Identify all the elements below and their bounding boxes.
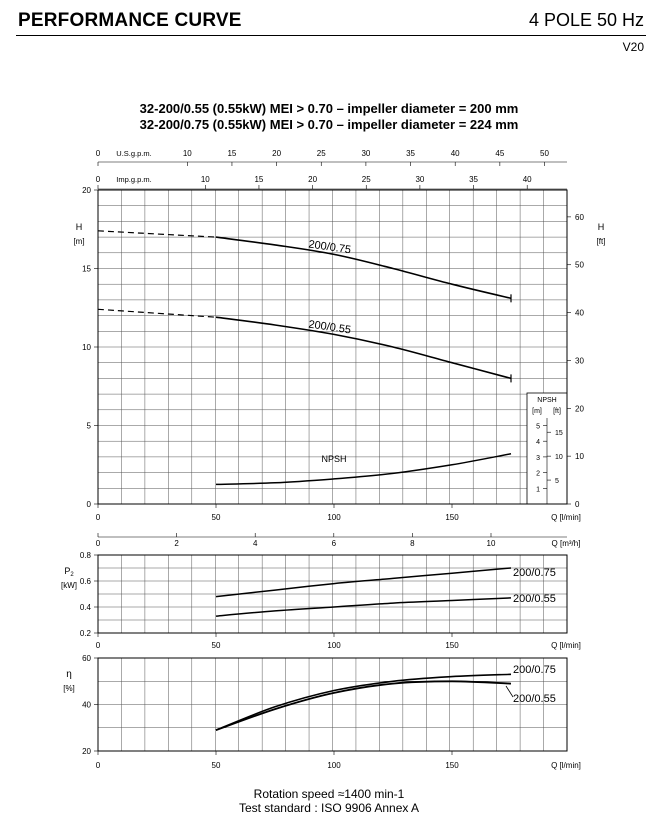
eff-y-tick-label: 40 bbox=[82, 700, 91, 710]
subtitle-line-1: 32-200/0.55 (0.55kW) MEI > 0.70 – impeller diameter = 200 mm bbox=[139, 101, 519, 116]
power-y-axis-label: $P_2$ bbox=[64, 566, 74, 578]
impgpm-tick-label: 25 bbox=[361, 175, 371, 184]
usgpm-tick-label: 50 bbox=[540, 149, 549, 158]
eff-x-axis-label: Q [l/min] bbox=[551, 761, 581, 770]
usgpm-tick-label: 30 bbox=[361, 149, 371, 158]
power-x-tick-label: 0 bbox=[95, 641, 101, 650]
eff-x-tick-label: 100 bbox=[327, 761, 341, 770]
usgpm-tick-label: 40 bbox=[450, 149, 460, 158]
power-x-tick-label: 150 bbox=[445, 641, 459, 650]
head-y-tick-label: 10 bbox=[82, 343, 91, 352]
m3h-tick-label: 10 bbox=[486, 539, 496, 548]
m3h-tick-label: 8 bbox=[410, 539, 415, 548]
head-x-tick-label: 100 bbox=[327, 513, 341, 522]
power-x-axis-label: Q [l/min] bbox=[551, 641, 581, 650]
version-label: V20 bbox=[622, 40, 644, 54]
head-y-tick-label: 5 bbox=[86, 421, 91, 431]
page-title: PERFORMANCE CURVE bbox=[18, 10, 242, 31]
head-curve-200055 bbox=[216, 317, 511, 378]
head-y2-tick-label: 10 bbox=[575, 452, 584, 462]
npsh-m-tick-label: 5 bbox=[536, 423, 540, 431]
npsh-m-tick-label: 4 bbox=[536, 439, 540, 447]
impgpm-axis-label: Imp.g.p.m. bbox=[116, 175, 152, 184]
head-y-tick-label: 20 bbox=[82, 186, 91, 195]
impgpm-tick-label: 35 bbox=[469, 175, 479, 184]
m3h-tick-label: 4 bbox=[252, 539, 258, 548]
head-curve-label: 200/0.75 bbox=[307, 238, 352, 257]
head-y2-tick-label: 30 bbox=[575, 356, 584, 366]
usgpm-tick-label: 45 bbox=[495, 149, 505, 158]
head-y-tick-label: 0 bbox=[86, 500, 91, 509]
head-y-unit: [m] bbox=[73, 237, 85, 246]
npsh-unit-m: [m] bbox=[532, 408, 542, 415]
head-x-tick-label: 0 bbox=[95, 513, 101, 522]
m3h-tick-label: 2 bbox=[174, 539, 179, 548]
impgpm-tick-label: 10 bbox=[200, 175, 210, 184]
usgpm-tick-label: 15 bbox=[227, 149, 237, 158]
npsh-ft-tick-label: 5 bbox=[555, 478, 559, 486]
head-y-axis-label: H bbox=[75, 222, 83, 232]
power-y-tick-label: 0.6 bbox=[79, 577, 91, 586]
npsh-curve-label: NPSH bbox=[321, 454, 347, 464]
usgpm-tick-label: 25 bbox=[316, 149, 326, 158]
eff-x-tick-label: 50 bbox=[211, 761, 221, 770]
test-standard-note: Test standard : ISO 9906 Annex A bbox=[238, 801, 420, 815]
impgpm-tick-label: 0 bbox=[95, 175, 101, 184]
power-curve-200075 bbox=[216, 568, 511, 597]
power-x-tick-label: 100 bbox=[327, 641, 341, 650]
head-y2-tick-label: 50 bbox=[575, 260, 584, 270]
head-curve-dashed-200075 bbox=[98, 231, 216, 237]
power-curve-label: 200/0.55 bbox=[513, 593, 556, 605]
head-curve-label: 200/0.55 bbox=[307, 318, 352, 337]
npsh-m-tick-label: 2 bbox=[536, 470, 540, 478]
head-curve-200075 bbox=[216, 237, 511, 298]
head-y2-unit: [ft] bbox=[596, 237, 606, 246]
eff-curve-label: 200/0.55 bbox=[513, 693, 556, 705]
eff-y-unit: [%] bbox=[63, 684, 75, 693]
npsh-m-tick-label: 1 bbox=[536, 486, 540, 494]
npsh-inset-title: NPSH bbox=[537, 397, 557, 404]
eff-curve-label: 200/0.75 bbox=[513, 664, 556, 676]
eff-curve-200075 bbox=[216, 674, 511, 730]
head-x-tick-label: 50 bbox=[211, 513, 221, 522]
impgpm-tick-label: 30 bbox=[415, 175, 425, 184]
m3h-tick-label: 0 bbox=[95, 539, 101, 548]
eff-x-tick-label: 0 bbox=[95, 761, 101, 770]
header-frequency: 4 POLE 50 Hz bbox=[528, 10, 644, 30]
power-y-unit: [kW] bbox=[61, 581, 77, 590]
eff-curve-200055 bbox=[216, 681, 511, 730]
m3h-tick-label: 6 bbox=[331, 539, 337, 548]
npsh-m-tick-label: 3 bbox=[536, 454, 540, 462]
power-y-tick-label: 0.4 bbox=[79, 603, 91, 612]
head-y2-tick-label: 60 bbox=[575, 212, 584, 222]
npsh-unit-ft: [ft] bbox=[553, 408, 561, 415]
eff-y-tick-label: 20 bbox=[82, 747, 91, 756]
power-y-tick-label: 0.8 bbox=[79, 551, 91, 560]
head-x-axis-label: Q [l/min] bbox=[551, 513, 581, 522]
npsh-ft-tick-label: 10 bbox=[555, 454, 563, 462]
usgpm-tick-label: 10 bbox=[182, 149, 192, 158]
npsh-ft-tick-label: 15 bbox=[555, 430, 563, 438]
impgpm-tick-label: 15 bbox=[254, 175, 264, 184]
head-y2-tick-label: 40 bbox=[575, 308, 584, 318]
usgpm-axis-label: U.S.g.p.m. bbox=[116, 149, 152, 158]
head-y2-tick-label: 0 bbox=[575, 500, 580, 509]
power-y-tick-label: 0.2 bbox=[79, 629, 91, 638]
usgpm-tick-label: 20 bbox=[272, 149, 282, 158]
rotation-speed-note: Rotation speed ≈1400 min-1 bbox=[253, 787, 405, 801]
head-y-tick-label: 15 bbox=[82, 264, 91, 274]
npsh-curve bbox=[216, 454, 511, 485]
eff-y-tick-label: 60 bbox=[82, 654, 91, 663]
power-curve-label: 200/0.75 bbox=[513, 567, 556, 579]
head-y2-tick-label: 20 bbox=[575, 404, 584, 414]
power-x-tick-label: 50 bbox=[211, 641, 221, 650]
head-y2-axis-label: H bbox=[597, 222, 605, 232]
m3h-axis-label: Q [m³/h] bbox=[551, 539, 581, 548]
head-curve-dashed-200055 bbox=[98, 309, 216, 317]
eff-x-tick-label: 150 bbox=[445, 761, 459, 770]
usgpm-tick-label: 0 bbox=[95, 149, 101, 158]
impgpm-tick-label: 20 bbox=[308, 175, 318, 184]
eff-label-leader bbox=[506, 686, 513, 697]
subtitle-line-2: 32-200/0.75 (0.55kW) MEI > 0.70 – impeller diameter = 224 mm bbox=[139, 117, 519, 132]
impgpm-tick-label: 40 bbox=[522, 175, 532, 184]
head-x-tick-label: 150 bbox=[445, 513, 459, 522]
eff-y-axis-label: η bbox=[66, 669, 72, 680]
usgpm-tick-label: 35 bbox=[406, 149, 416, 158]
